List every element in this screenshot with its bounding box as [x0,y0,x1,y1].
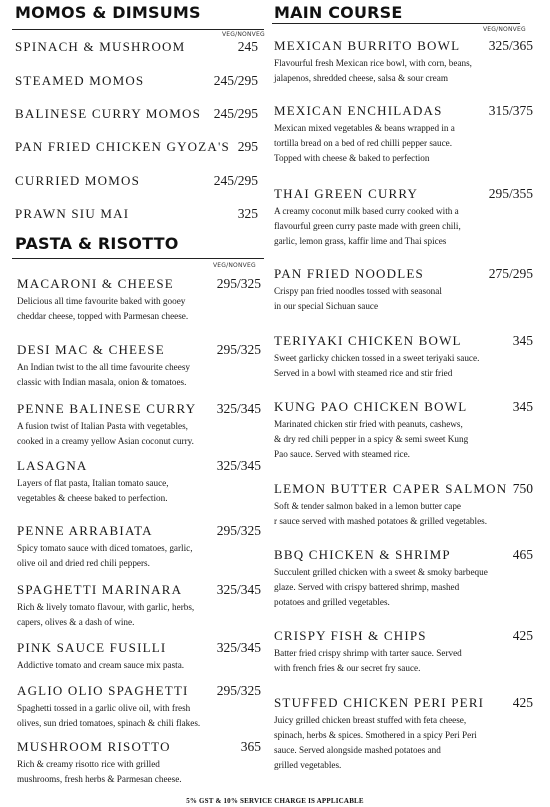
veg-nonveg-label-pasta: VEG/NONVEG [213,262,256,269]
menu-item-price: 325/345 [216,458,261,473]
description-line: Layers of flat pasta, Italian tomato sauce, [17,478,169,488]
menu-item-description [17,294,188,324]
menu-item-name: MEXICAN ENCHILADAS [274,103,443,118]
section-title-pasta: PASTA & RISOTTO [15,234,179,253]
menu-item-name: PAN FRIED CHICKEN GYOZA'S [15,139,230,154]
description-line: Rich & lively tomato flavour, with garlic, herbs, [17,602,195,612]
menu-item-price: 325 [237,206,258,221]
menu-item-name: PRAWN SIU MAI [15,206,130,221]
menu-item-name: MUSHROOM RISOTTO [17,739,171,754]
description-line: sauce. Served alongside mashed potatoes and [274,745,441,755]
menu-item-price: 425 [512,628,533,643]
menu-item-price: 245/295 [213,73,258,88]
description-line: garlic, lemon grass, kaffir lime and Thai spices [274,236,447,246]
description-line: Topped with cheese & baked to perfection [274,153,430,163]
menu-item-name: PENNE BALINESE CURRY [17,401,197,416]
description-line: tortilla bread on a bed of red chilli pepper sauce. [274,138,453,148]
description-line: olives, sun dried tomatoes, spinach & chili flakes. [17,718,201,728]
description-line: with french fries & our secret fry sauce. [274,663,421,673]
section-rule-momos [12,29,264,30]
menu-item-description [17,701,200,731]
description-line: cheddar cheese, topped with Parmesan cheese. [17,311,189,321]
menu-item-price: 465 [512,547,533,562]
description-line: Juicy grilled chicken breast stuffed with feta cheese, [274,715,467,725]
menu-item-name: MEXICAN BURRITO BOWL [274,38,461,53]
veg-nonveg-label-main: VEG/NONVEG [483,26,526,33]
menu-item-description [17,658,184,673]
menu-item-description [274,121,455,166]
menu-item-price: 295/325 [216,342,261,357]
menu-item-name: STUFFED CHICKEN PERI PERI [274,695,485,710]
menu-item-description [17,541,193,571]
menu-item-name: CRISPY FISH & CHIPS [274,628,427,643]
menu-item-description [274,284,442,314]
description-line: flavourful green curry paste made with green chili, [274,221,461,231]
menu-item-price: 425 [512,695,533,710]
menu-item-description [274,204,461,249]
menu-item-name: LASAGNA [17,458,88,473]
description-line: Addictive tomato and cream sauce mix pasta. [17,660,185,670]
description-line: olive oil and dried red chili peppers. [17,558,150,568]
description-line: Marinated chicken stir fried with peanuts, cashews, [274,419,463,429]
menu-item-name: DESI MAC & CHEESE [17,342,165,357]
menu-item-price: 325/365 [488,38,533,53]
description-line: glaze. Served with crispy battered shrimp, mashed [274,582,460,592]
menu-item-price: 325/345 [216,582,261,597]
description-line: Soft & tender salmon baked in a lemon butter cape [274,501,462,511]
description-line: Sweet garlicky chicken tossed in a sweet teriyaki sauce. [274,353,480,363]
description-line: Crispy pan fried noodles tossed with seasonal [274,286,442,296]
service-charge-note: 5% GST & 10% SERVICE CHARGE IS APPLICABLE [186,797,364,805]
description-line: A fusion twist of Italian Pasta with vegetables, [17,421,188,431]
menu-item-name: AGLIO OLIO SPAGHETTI [17,683,189,698]
menu-item-price: 295/325 [216,523,261,538]
menu-item-name: PENNE ARRABIATA [17,523,153,538]
menu-item-name: SPAGHETTI MARINARA [17,582,183,597]
menu-item-description [274,56,472,86]
veg-nonveg-label-momos: VEG/NONVEG [222,31,265,38]
menu-item-description [274,713,477,773]
menu-item-name: LEMON BUTTER CAPER SALMON [274,481,508,496]
menu-item-description [17,360,190,390]
menu-item-price: 345 [512,399,533,414]
section-title-main: MAIN COURSE [274,3,403,22]
menu-item-price: 245/295 [213,106,258,121]
menu-item-description [17,600,194,630]
menu-item-description [17,757,182,787]
menu-item-name: STEAMED MOMOS [15,73,145,88]
description-line: spinach, herbs & spices. Smothered in a spicy Peri Peri [274,730,477,740]
description-line: Delicious all time favourite baked with gooey [17,296,186,306]
description-line: A creamy coconut milk based curry cooked with a [274,206,459,216]
menu-item-price: 295/355 [488,186,533,201]
menu-item-name: KUNG PAO CHICKEN BOWL [274,399,468,414]
description-line: capers, olives & a dash of wine. [17,617,135,627]
description-line: vegetables & cheese baked to perfection. [17,493,168,503]
menu-item-price: 245/295 [213,173,258,188]
menu-item-price: 365 [240,739,261,754]
description-line: Spicy tomato sauce with diced tomatoes, garlic, [17,543,193,553]
description-line: jalapenos, shredded cheese, salsa & sour cream [274,73,448,83]
description-line: Served in a bowl with steamed rice and stir fried [274,368,453,378]
menu-item-price: 345 [512,333,533,348]
menu-item-price: 275/295 [488,266,533,281]
description-line: potatoes and grilled vegetables. [274,597,390,607]
menu-item-description [274,351,479,381]
menu-item-description [274,565,488,610]
menu-item-price: 295 [237,139,258,154]
description-line: & dry red chili pepper in a spicy & semi sweet Kung [274,434,469,444]
section-rule-main [272,23,520,24]
section-title-momos: MOMOS & DIMSUMS [15,3,201,22]
menu-item-name: THAI GREEN CURRY [274,186,419,201]
menu-item-name: BALINESE CURRY MOMOS [15,106,202,121]
menu-item-name: TERIYAKI CHICKEN BOWL [274,333,462,348]
description-line: Rich & creamy risotto rice with grilled [17,759,160,769]
description-line: grilled vegetables. [274,760,342,770]
description-line: in our special Sichuan sauce [274,301,379,311]
description-line: Succulent grilled chicken with a sweet & smoky barbeque [274,567,488,577]
description-line: Mexican mixed vegetables & beans wrapped in a [274,123,455,133]
menu-item-name: SPINACH & MUSHROOM [15,39,186,54]
menu-item-name: BBQ CHICKEN & SHRIMP [274,547,451,562]
menu-item-price: 325/345 [216,401,261,416]
description-line: Spaghetti tossed in a garlic olive oil, with fresh [17,703,191,713]
menu-item-description [274,499,487,529]
menu-item-price: 325/345 [216,640,261,655]
menu-item-price: 295/325 [216,683,261,698]
description-line: mushrooms, fresh herbs & Parmesan cheese. [17,774,182,784]
menu-item-price: 245 [237,39,258,54]
description-line: Batter fried crispy shrimp with tarter sauce. Served [274,648,462,658]
menu-item-description [17,476,169,506]
menu-item-name: MACARONI & CHEESE [17,276,174,291]
description-line: r sauce served with mashed potatoes & grilled vegetables. [274,516,488,526]
section-rule-pasta [12,258,264,259]
menu-item-name: PINK SAUCE FUSILLI [17,640,167,655]
menu-item-name: PAN FRIED NOODLES [274,266,424,281]
description-line: An Indian twist to the all time favourite cheesy [17,362,190,372]
menu-item-name: CURRIED MOMOS [15,173,141,188]
description-line: Flavourful fresh Mexican rice bowl, with corn, beans, [274,58,472,68]
description-line: cooked in a creamy yellow Asian coconut curry. [17,436,194,446]
menu-item-description [274,646,462,676]
menu-item-price: 750 [512,481,533,496]
description-line: classic with Indian masala, onion & tomatoes. [17,377,187,387]
menu-item-price: 315/375 [488,103,533,118]
menu-item-description [274,417,468,462]
menu-item-description [17,419,194,449]
menu-item-price: 295/325 [216,276,261,291]
description-line: Pao sauce. Served with steamed rice. [274,449,410,459]
